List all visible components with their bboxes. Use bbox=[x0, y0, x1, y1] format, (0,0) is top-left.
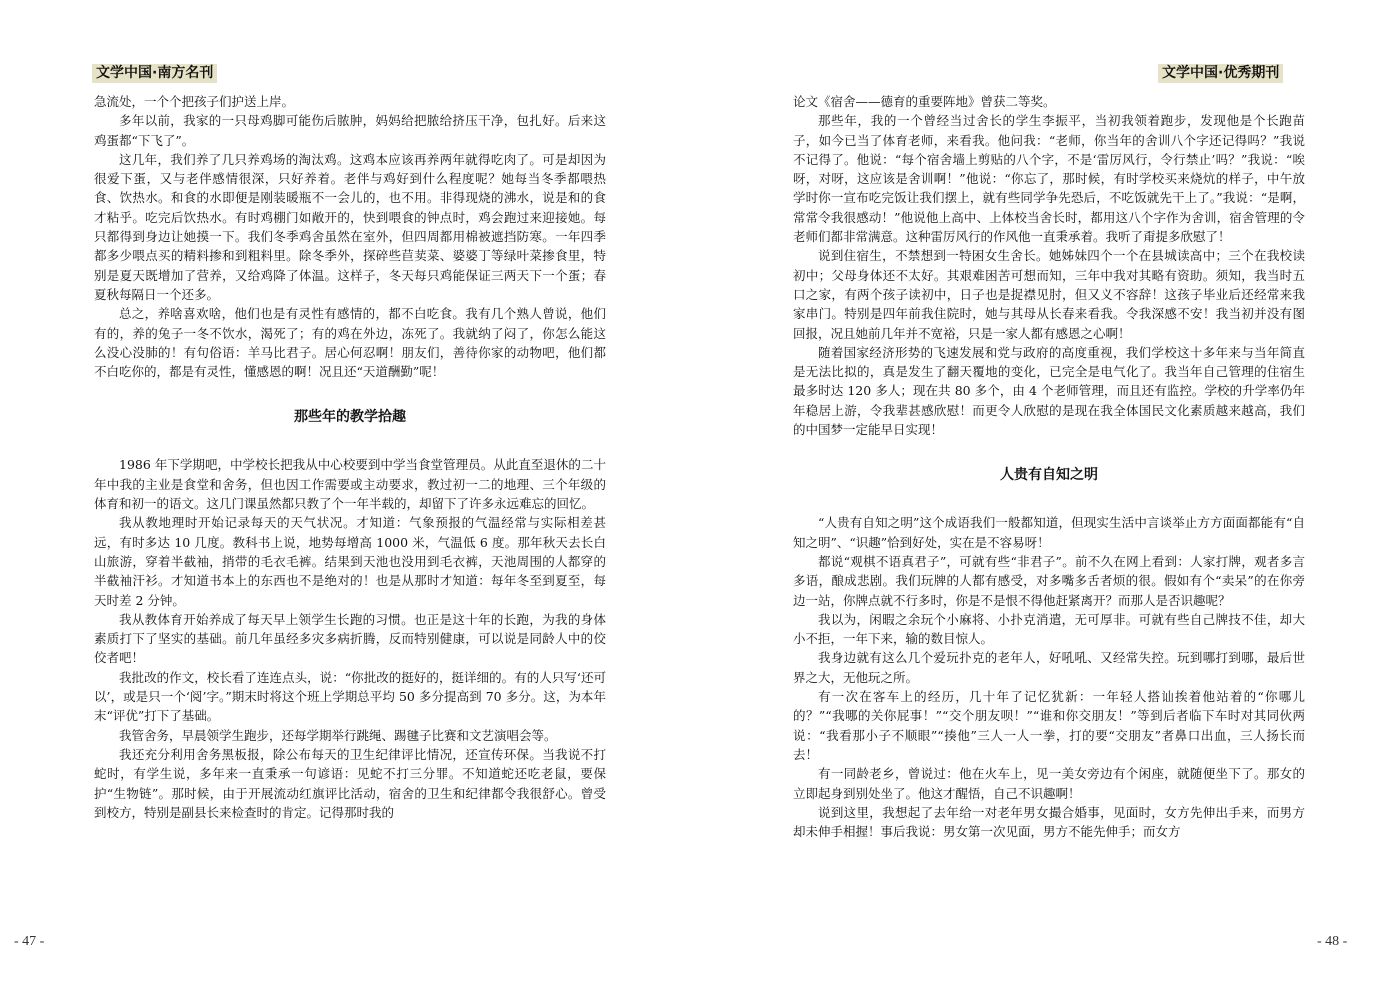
left-page-header: 文学中国·南方名刊 bbox=[92, 64, 217, 83]
right-page-header: 文学中国·优秀期刊 bbox=[1158, 64, 1283, 83]
left-page-body bbox=[94, 92, 606, 822]
paragraph: 这几年，我们养了几只养鸡场的淘汰鸡。这鸡本应该再养两年就得吃肉了。可是却因为很爱下蛋，又与老伴感情很深，只好养着。老伴与鸡好到什么程度呢？她每当冬季都喂热食、饮热水。和食的水即便是刚装暖瓶不一会儿的，也不用。非得现烧的沸水，说是和的食才粘乎。吃完后饮热水。有时鸡棚门如敞开的，快到喂食的钟点时，鸡会跑过来迎接她。每只都得到身边让她摸一下。我们冬季鸡舍虽然在室外，但四周都用棉被遮挡防寒。一年四季都多少喂点买的精料掺和到粗料里。除冬季外，探碎些苣荬菜、婆婆丁等绿叶菜掺食里，特别是夏天既增加了营养，又给鸡降了体温。这样子，冬天每只鸡能保证三两天下一个蛋；春夏秋每隔日一个还多。 bbox=[94, 151, 606, 302]
paragraph: 都说“观棋不语真君子”，可就有些“非君子”。前不久在网上看到：人家打牌，观者多言多语，酿成悲剧。我们玩牌的人都有感受，对多嘴多舌者烦的很。假如有个“卖呆”的在你旁边一站，你牌点就不行多时，你是不是恨不得他赶紧离开？而那人是否识趣呢？ bbox=[793, 553, 1305, 608]
paragraph: “人贵有自知之明”这个成语我们一般都知道，但现实生活中言谈举止方方面面都能有“自知之明”、“识趣”恰到好处，实在是不容易呀！ bbox=[793, 515, 1305, 550]
paragraph: 有一同龄老乡，曾说过：他在火车上，见一美女旁边有个闲座，就随便坐下了。那女的立即起身到别处坐了。他这才醒悟，自己不识趣啊！ bbox=[793, 766, 1305, 801]
paragraph: 说到这里，我想起了去年给一对老年男女撮合婚事，见面时，女方先伸出手来，而男方却未伸手相握！事后我说：男女第一次见面，男方不能先伸手；而女方 bbox=[793, 804, 1305, 840]
paragraph: 急流处，一个个把孩子们护送上岸。 bbox=[94, 94, 295, 109]
paragraph: 我还充分利用舍务黑板报，除公布每天的卫生纪律评比情况，还宣传环保。当我说不打蛇时，有学生说，多年来一直秉承一句谚语：见蛇不打三分罪。不知道蛇还吃老鼠，要保护“生物链”。那时候，由于开展流动红旗评比活动，宿舍的卫生和纪律都令我很舒心。曾受到校方，特别是副县长来检查时的肯定。记得那时我的 bbox=[94, 746, 606, 820]
paragraph: 我身边就有这么几个爱玩扑克的老年人，好吼吼、又经常失控。玩到哪打到哪，最后世界之大，无他玩之所。 bbox=[793, 650, 1305, 685]
right-page-number: - 48 - bbox=[1317, 934, 1348, 949]
section-title: 那些年的教学拾趣 bbox=[294, 409, 406, 426]
left-page-number: - 47 - bbox=[14, 934, 45, 949]
paragraph: 我从教体育开始养成了每天早上领学生长跑的习惯。也正是这十年的长跑，为我的身体素质打下了坚实的基础。前几年虽经多灾多病折腾，反而特别健康，可以说是同龄人中的佼佼者吧！ bbox=[94, 611, 606, 666]
paragraph: 有一次在客车上的经历，几十年了记忆犹新：一年轻人搭讪挨着他站着的“你哪儿的？”“我哪的关你屁事！”“交个朋友呗！”“谁和你交朋友！”等到后者临下车时对其同伙两说：“我看那小子不顺眼”“揍他”三人一人一拳，打的要“交朋友”者鼻口出血，三人扬长而去！ bbox=[793, 689, 1305, 762]
paragraph: 论文《宿舍——德育的重要阵地》曾获二等奖。 bbox=[793, 94, 1056, 109]
right-page bbox=[699, 0, 1398, 982]
section-title: 人贵有自知之明 bbox=[1000, 467, 1098, 484]
paragraph: 多年以前，我家的一只母鸡脚可能伤后脓肿，妈妈给把脓给挤压干净，包扎好。后来这鸡蛋都“下飞了”。 bbox=[94, 113, 606, 148]
paragraph: 那些年，我的一个曾经当过舍长的学生李振平，当初我领着跑步，发现他是个长跑苗子，如今已当了体育老师，来看我。他问我：“老师，你当年的舍训八个字还记得吗？”我说不记得了。他说：“每个宿舍墙上剪贴的八个字，不是‘雷厉风行，令行禁止’吗？”我说：“唉呀，对呀，这应该是舍训啊！”他说：“你忘了，那时候，有时学校买来烧炕的样子，中午放学时你一宣布吃完饭让我们摆上，就有些同学争先恐后，不吃饭就先干上了。”我说：“是啊，常常令我很感动！”他说他上高中、上体校当舍长时，都用这八个字作为舍训，宿舍管理的令老师们都非常满意。这种雷厉风行的作风他一直秉承着。我听了甭提多欣慰了！ bbox=[793, 113, 1305, 245]
paragraph: 我管舍务，早晨领学生跑步，还每学期举行跳绳、踢毽子比赛和文艺演唱会等。 bbox=[119, 727, 557, 743]
paragraph: 我以为，闲暇之余玩个小麻将、小扑克消遣，无可厚非。可就有些自己牌技不佳，却大小不拒，一年下来，输的数目惊人。 bbox=[793, 611, 1305, 647]
right-page-body bbox=[793, 92, 1305, 841]
paragraph: 我从教地理时开始记录每天的天气状况。才知道：气象预报的气温经常与实际相差甚远，有时多达 10 几度。教科书上说，地势每增高 1000 米，气温低 6 度。那年秋天去长白山旅游，穿着半截袖，捎带的毛衣毛裤。结果到天池也没用到毛衣裤，天池周围的人都穿的半截袖汗衫。才知道书本上的东西也不是绝对的！也是从那时才知道：每年冬至到夏至，每天时差 2 分钟。 bbox=[94, 515, 606, 608]
paragraph: 总之，养啥喜欢啥，他们也是有灵性有感情的，都不白吃食。我有几个熟人曾说，他们有的，养的兔子一冬不饮水，渴死了；有的鸡在外边，冻死了。我就纳了闷了，你怎么能这么没心没肺的！有句俗语：羊马比君子。居心何忍啊！朋友们，善待你家的动物吧，他们都不白吃你的，都是有灵性，懂感恩的啊！况且还“天道酬勤”呢！ bbox=[94, 306, 606, 380]
paragraph: 我批改的作文，校长看了连连点头，说：“你批改的挺好的，挺详细的。有的人只写‘还可以’，或是只一个‘阅’字。”期末时将这个班上学期总平均 50 多分提高到 70 多分。这，为本年末“评优”打下了基础。 bbox=[94, 669, 606, 724]
paragraph: 1986 年下学期吧，中学校长把我从中心校要到中学当食堂管理员。从此直至退休的二十年中我的主业是食堂和舍务，但也因工作需要或主动要求，教过初一二的地理、三个年级的体育和初一的语文。这几门课虽然都只教了个一年半载的，却留下了许多永远难忘的回忆。 bbox=[94, 457, 606, 512]
paragraph: 随着国家经济形势的飞速发展和党与政府的高度重视，我们学校这十多年来与当年简直是无法比拟的，真是发生了翻天覆地的变化，已完全是电气化了。我当年自己管理的住宿生最多时达 120 多人；现在共 80 多个，由 4 个老师管理，而且还有监控。学校的升学率仍年年稳居上游，令我辈甚感欣慰！而更令人欣慰的是现在我全体国民文化素质越来越高，我们的中国梦一定能早日实现！ bbox=[793, 344, 1305, 438]
paragraph: 说到住宿生，不禁想到一特困女生舍长。她姊妹四个一个在县城读高中；三个在我校读初中；父母身体还不太好。其艰难困苦可想而知，三年中我对其略有资助。须知，我当时五口之家，有两个孩子读初中，日子也是捉襟见肘，但又义不容辞！这孩子毕业后还经常来我家串门。特别是四年前我住院时，她与其母从长春来看我。令我深感不安！我当初并没有图回报，况且她前几年并不宽裕，只是一家人都有感恩之心啊！ bbox=[793, 248, 1305, 341]
